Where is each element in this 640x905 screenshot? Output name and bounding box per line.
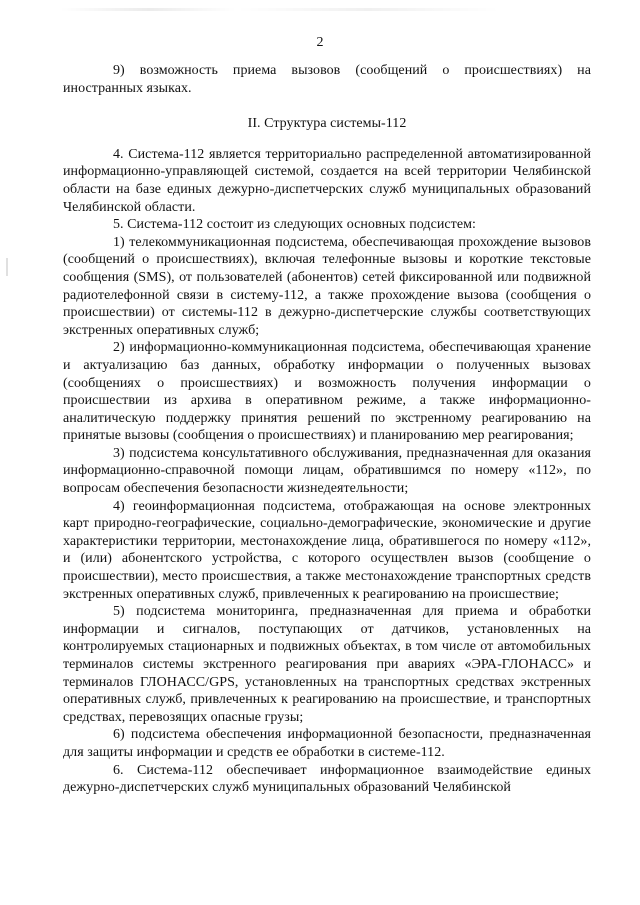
paragraph-item-9-foreign-languages: 9) возможность приема вызовов (сообщений о происшествиях) на иностранных языках. xyxy=(63,63,591,96)
paragraph-info-comm-subsystem: 2) информационно-коммуникационная подсистема, обеспечивающая хранение и актуализацию баз данных, обработку информации о полученных вызовах (сообщениях о происшествиях) и возможность получения информации о происшествии из архива в оперативном режиме, а также информационно-аналитическую поддержку принятия решений по экстренному реагированию на принятые вызовы (сообщения о происшествиях) и планированию мер реагирования; xyxy=(63,340,591,444)
paragraph-4-system-definition: 4. Система-112 является территориально распределенной автоматизированной информационно-управляющей системой, создается на всей территории Челябинской области на базе единых дежурно-диспетчерских служб муниципальных образований Челябинской области. xyxy=(63,146,591,215)
section-title: II. Структура системы-112 xyxy=(247,116,407,132)
paragraph-5-subsystems-intro: 5. Система-112 состоит из следующих основных подсистем: xyxy=(113,217,476,233)
page-number: 2 xyxy=(316,35,324,50)
document-body xyxy=(63,62,591,797)
margin-mark xyxy=(6,258,8,276)
paragraph-monitoring-subsystem: 5) подсистема мониторинга, предназначенная для приема и обработки информации и сигналов, поступающих от датчиков, установленных на контролируемых стационарных и подвижных объектах, в том числе от автомобильных терминалов системы экстренного реагирования при авариях «ЭРА-ГЛОНАСС» и терминалов ГЛОНАСС/GPS, установленных на транспортных средствах экстренных оперативных служб, привлеченных к реагированию на происшествие, и транспортных средствах, перевозящих опасные грузы; xyxy=(63,604,591,725)
paragraph-geoinfo-subsystem: 4) геоинформационная подсистема, отображающая на основе электронных карт природно-географические, социально-демографические, экономические и другие характеристики территории, местонахождение лица, обратившегося по номеру «112», и (или) абонентского устройства, с которого осуществлен вызов (сообщение о происшествии), место происшествия, а также местонахождение транспортных средств экстренных оперативных служб, привлеченных к реагированию на происшествие; xyxy=(63,498,591,602)
paragraph-6-interaction: 6. Система-112 обеспечивает информационное взаимодействие единых дежурно-диспетчерских служб муниципальных образований Челябинской xyxy=(63,762,591,796)
scan-artifact xyxy=(60,8,500,11)
paragraph-consulting-subsystem: 3) подсистема консультативного обслуживания, предназначенная для оказания информационно-справочной помощи лицам, обратившимся по номеру «112», по вопросам обеспечения безопасности жизнедеятельности; xyxy=(63,445,591,497)
paragraph-security-subsystem: 6) подсистема обеспечения информационной безопасности, предназначенная для защиты информации и средств ее обработки в системе-112. xyxy=(63,727,591,760)
paragraph-telecom-subsystem: 1) телекоммуникационная подсистема, обеспечивающая прохождение вызовов (сообщений о происшествиях), включая телефонные вызовы и короткие текстовые сообщения (SMS), от пользователей (абонентов) сетей фиксированной или подвижной радиотелефонной связи в систему-112, а также прохождение вызова (сообщения о происшествии) от системы-112 в дежурно-диспетчерские службы соответствующих экстренных оперативных служб; xyxy=(63,234,591,338)
